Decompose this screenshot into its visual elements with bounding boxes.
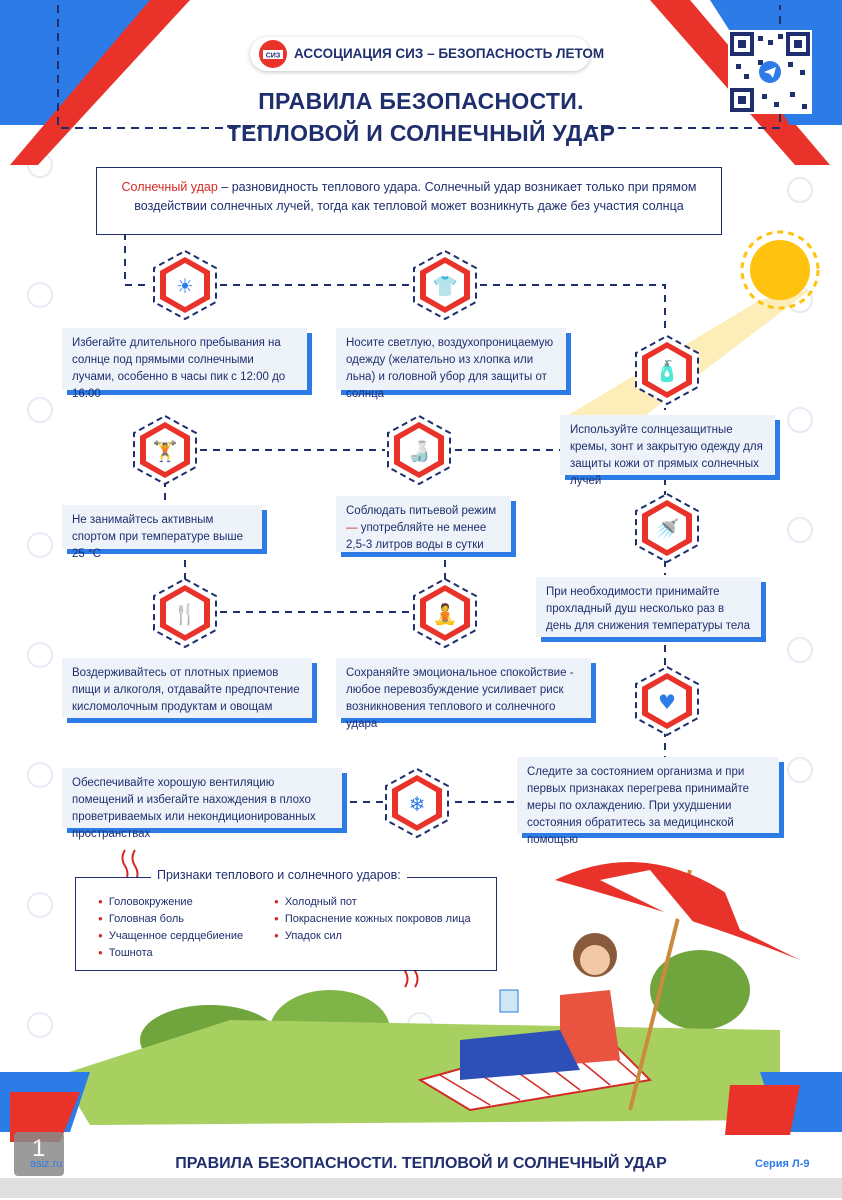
symptom-item: ● Головокружение (98, 894, 243, 911)
svg-text:☀: ☀ (176, 274, 194, 298)
svg-text:🍴: 🍴 (172, 602, 198, 626)
symptom-item: ● Головная боль (98, 911, 243, 928)
footer-site-link[interactable]: asiz.ru (30, 1158, 63, 1170)
svg-text:🚿: 🚿 (654, 517, 680, 541)
page-number-badge: 1 (14, 1132, 64, 1176)
dumbbell-icon (130, 415, 200, 485)
meditation-icon (410, 578, 480, 648)
drinking-text-b: употребляйте не менее 2,5-3 литров воды в сутки (346, 522, 487, 551)
symptoms-heading: Признаки теплового и солнечного ударов: (151, 868, 407, 882)
rule-card-sunscreen: Используйте солнцезащитные кремы, зонт и закрытую одежду для защиты кожи от прямых солнечных лучей (560, 415, 775, 475)
rule-card-monitoring: Следите за состоянием организма и при первых признаках перегрева принимайте меры по охлаждению. При ухудшении состояния обратитесь за медицинской помощью (517, 757, 779, 833)
svg-text:🧴: 🧴 (654, 359, 680, 383)
footer-title: ПРАВИЛА БЕЗОПАСНОСТИ. ТЕПЛОВОЙ И СОЛНЕЧНЫЙ УДАР (175, 1155, 667, 1172)
association-header (250, 37, 605, 71)
ventilation-icon (382, 768, 452, 838)
rule-card-sport: Не занимайтесь активным спортом при температуре выше 25 °С (62, 505, 262, 549)
page-title-line2: ТЕПЛОВОЙ И СОЛНЕЧНЫЙ УДАР (226, 120, 616, 146)
shower-icon (632, 493, 702, 563)
care-hands-icon (632, 666, 702, 736)
rule-card-shower: При необходимости принимайте прохладный душ несколько раз в день для снижения температуры тела (536, 577, 761, 637)
drinking-text-a: Соблюдать питьевой режим (346, 505, 497, 517)
clothes-icon (410, 250, 480, 320)
sunscreen-icon (632, 335, 702, 405)
intro-definition-box (96, 167, 722, 235)
asiz-logo-icon (258, 39, 288, 69)
page-title-line1: ПРАВИЛА БЕЗОПАСНОСТИ. (258, 88, 584, 114)
svg-text:♥: ♥ (658, 690, 676, 714)
symptom-item: ● Холодный пот (274, 894, 471, 911)
rule-card-clothing: Носите светлую, воздухопроницаемую одежду (желательно из хлопка или льна) и головной убор для защиты от солнца (336, 328, 566, 390)
svg-text:👕: 👕 (432, 274, 458, 298)
rule-card-food: Воздерживайтесь от плотных приемов пищи и алкоголя, отдавайте предпочтение кисломолочным продуктам и овощам (62, 658, 312, 718)
symptom-item: ● Упадок сил (274, 928, 471, 945)
intro-body: – разновидность теплового удара. Солнечный удар возникает только при прямом воздействии солнечных лучей, тогда как тепловой может возникнуть даже без участия солнца (134, 180, 697, 213)
footer-series: Серия Л-9 (755, 1158, 810, 1170)
rule-card-ventilation: Обеспечивайте хорошую вентиляцию помещений и избегайте нахождения в плохо проветриваемых или некондиционированных пространствах (62, 768, 342, 828)
symptoms-box (75, 868, 497, 971)
intro-text (97, 168, 721, 226)
svg-text:🏋: 🏋 (152, 439, 178, 463)
drinking-dash: — (346, 522, 358, 534)
svg-text:❄: ❄ (408, 792, 426, 816)
symptoms-column-2 (274, 894, 471, 945)
association-title: АССОЦИАЦИЯ СИЗ – БЕЗОПАСНОСТЬ ЛЕТОМ (294, 46, 605, 61)
rule-card-calm: Сохраняйте эмоциональное спокойствие - любое перевозбуждение усиливает риск возникновения теплового и солнечного удара (336, 658, 591, 718)
sun-icon (150, 250, 220, 320)
symptom-item: ● Покраснение кожных покровов лица (274, 911, 471, 928)
no-food-icon (150, 578, 220, 648)
rule-card-drinking (336, 496, 511, 552)
symptom-item: ● Тошнота (98, 945, 243, 962)
svg-text:СИЗ: СИЗ (265, 52, 281, 60)
intro-highlight: Солнечный удар (121, 180, 218, 194)
symptoms-column-1 (98, 894, 243, 962)
rule-card-sun-exposure: Избегайте длительного пребывания на солнце под прямыми солнечными лучами, особенно в часы пик с 12:00 до 16:00 (62, 328, 307, 390)
water-bottle-icon (384, 415, 454, 485)
symptom-item: ● Учащенное сердцебиение (98, 928, 243, 945)
svg-text:🧘: 🧘 (432, 602, 458, 626)
svg-text:🍶: 🍶 (406, 439, 432, 463)
